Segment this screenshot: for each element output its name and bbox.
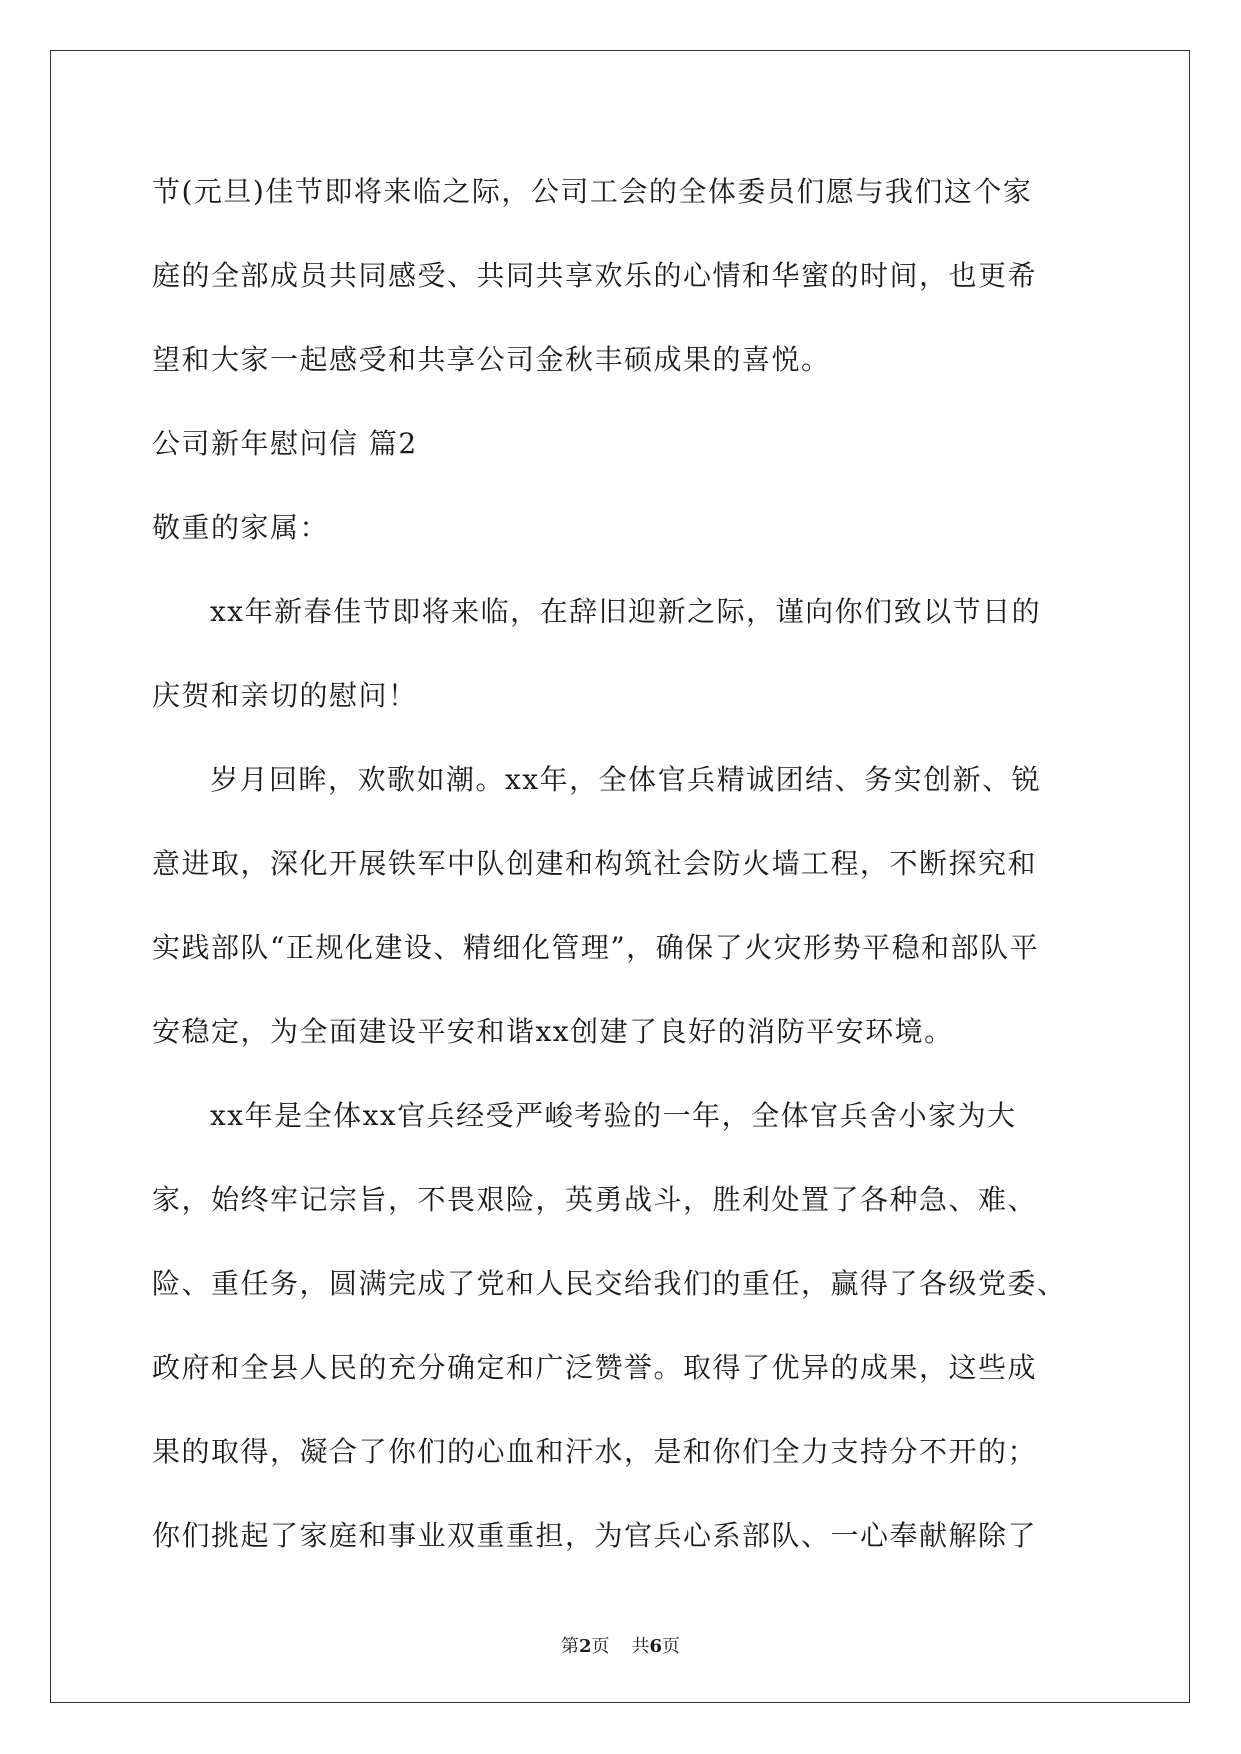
text-line: 实践部队“正规化建设、精细化管理”，确保了火灾形势平稳和部队平: [152, 931, 1040, 964]
text-line: 敬重的家属：: [152, 511, 330, 544]
document-body: [152, 150, 1092, 1578]
text-line: 政府和全县人民的充分确定和广泛赞誉。取得了优异的成果，这些成: [152, 1351, 1038, 1384]
text-line: 险、重任务，圆满完成了党和人民交给我们的重任，赢得了各级党委、: [152, 1267, 1067, 1300]
footer-total-prefix: 共: [631, 1636, 650, 1657]
text-line: 你们挑起了家庭和事业双重重担，为官兵心系部队、一心奉献解除了: [152, 1519, 1038, 1552]
text-line: 望和大家一起感受和共享公司金秋丰硕成果的喜悦。: [152, 343, 831, 376]
footer-page-total: 6: [649, 1636, 663, 1657]
footer-page-current: 2: [578, 1636, 592, 1657]
text-line: 庆贺和亲切的慰问！: [152, 679, 418, 712]
text-line: 岁月回眸，欢歌如潮。xx年，全体官兵精诚团结、务实创新、锐: [210, 763, 1042, 796]
text-line: xx年新春佳节即将来临，在辞旧迎新之际，谨向你们致以节日的: [210, 595, 1042, 628]
footer-total-suffix: 页: [662, 1636, 681, 1657]
footer-page-suffix: 页: [591, 1636, 610, 1657]
text-line: 公司新年慰问信 篇2: [152, 427, 418, 460]
text-line: xx年是全体xx官兵经受严峻考验的一年，全体官兵舍小家为大: [210, 1099, 1017, 1132]
text-line: 意进取，深化开展铁军中队创建和构筑社会防火墙工程，不断探究和: [152, 847, 1038, 880]
text-line: 节(元旦)佳节即将来临之际，公司工会的全体委员们愿与我们这个家: [152, 175, 1033, 208]
page-footer: [0, 1632, 1241, 1658]
text-line: 庭的全部成员共同感受、共同共享欢乐的心情和华蜜的时间，也更希: [152, 259, 1038, 292]
text-line: 家，始终牢记宗旨，不畏艰险，英勇战斗，胜利处置了各种急、难、: [152, 1183, 1038, 1216]
text-line: 安稳定，为全面建设平安和谐xx创建了良好的消防平安环境。: [152, 1015, 954, 1048]
text-line: 果的取得，凝合了你们的心血和汗水，是和你们全力支持分不开的；: [152, 1435, 1038, 1468]
footer-page-prefix: 第: [560, 1636, 579, 1657]
